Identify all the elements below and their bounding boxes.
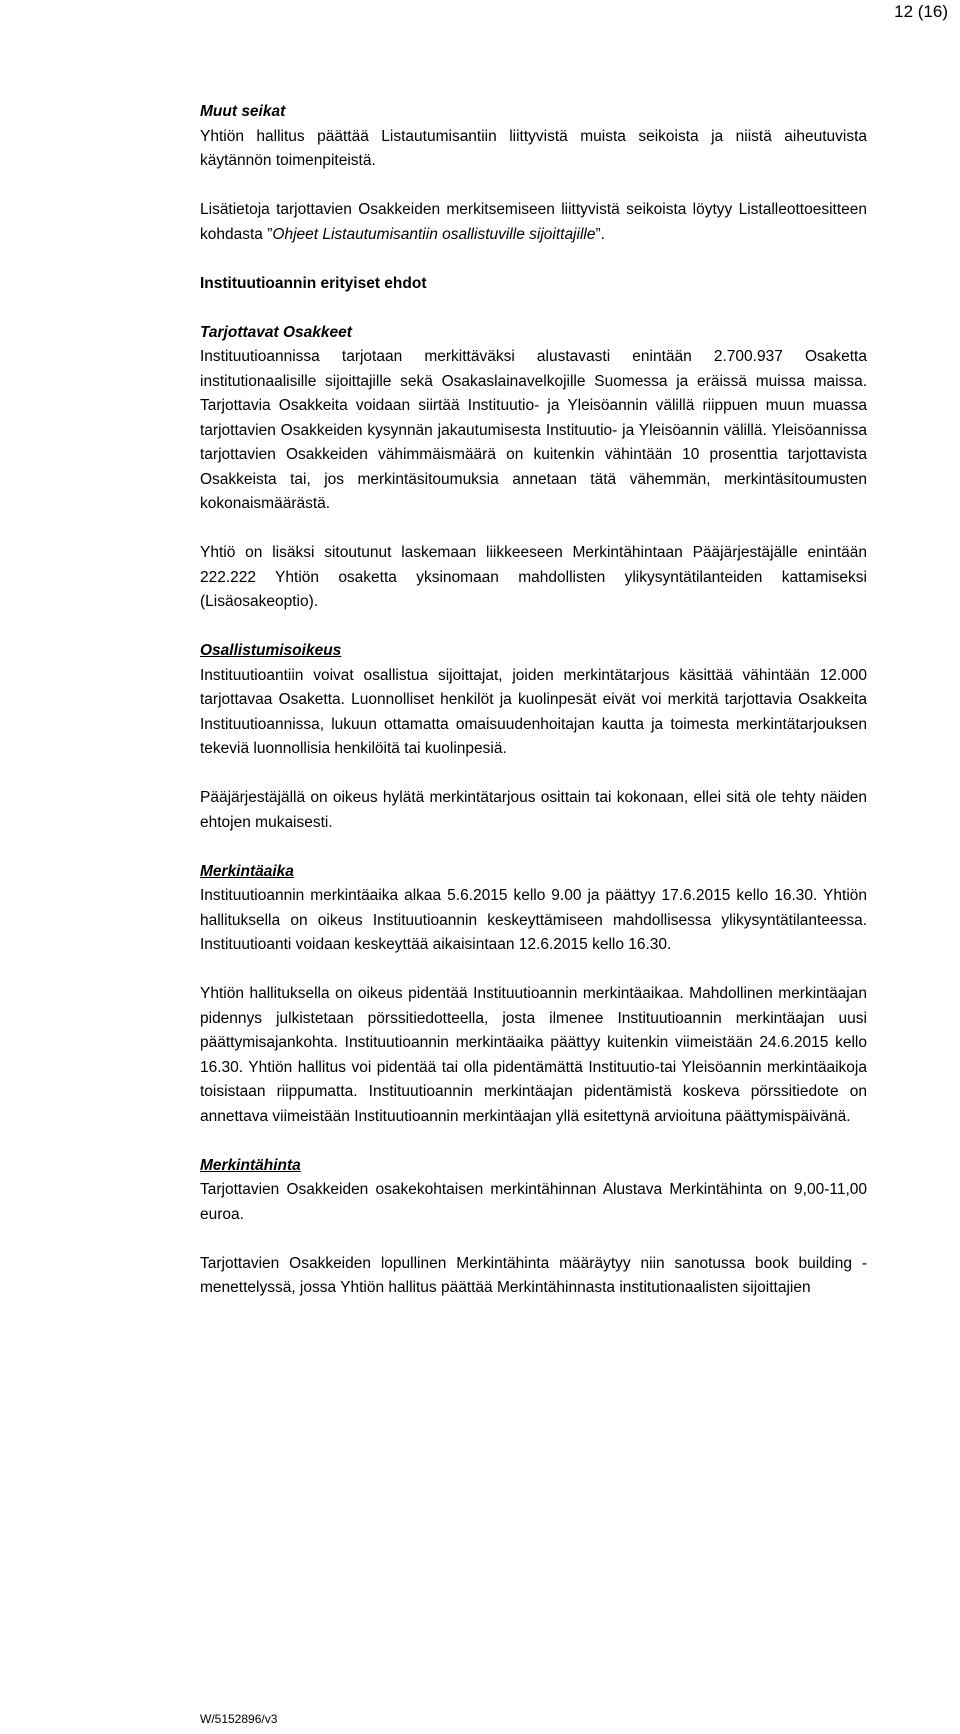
paragraph-muut-2-emphasis: Ohjeet Listautumisantiin osallistuville sijoittajille xyxy=(272,225,596,243)
page-number: 12 (16) xyxy=(894,2,948,21)
heading-osallistumisoikeus: Osallistumisoikeus xyxy=(200,642,342,659)
heading-tarjottavat-osakkeet: Tarjottavat Osakkeet xyxy=(200,323,352,341)
paragraph-merkintaaika-1: Instituutioannin merkintäaika alkaa 5.6.2015 kello 9.00 ja päättyy 17.6.2015 kello 16.30. Yhtiön hallituksella on oikeus Instituutioannin keskeyttämiseen mahdollisessa ylikysyntätilanteessa. Instituutioanti voidaan keskeyttää aikaisintaan 12.6.2015 kello 16.30. xyxy=(200,887,867,953)
document-footer-id: W/5152896/v3 xyxy=(200,1712,278,1726)
heading-merkintahinta: Merkintähinta xyxy=(200,1156,301,1174)
paragraph-muut-2-post: ”. xyxy=(595,225,605,243)
paragraph-tarjottavat-2: Yhtiö on lisäksi sitoutunut laskemaan liikkeeseen Merkintähintaan Pääjärjestäjälle enintään 222.222 Yhtiön osaketta yksinomaan mahdollisten ylikysyntätilanteiden kattamiseksi (Lisäosakeoptio). xyxy=(200,544,867,610)
paragraph-tarjottavat-1: Instituutioannissa tarjotaan merkittäväksi alustavasti enintään 2.700.937 Osaketta institutionaalisille sijoittajille sekä Osakaslainavelkojille Suomessa ja eräissä muissa maissa. Tarjottavia Osakkeita voidaan siirtää Instituutio- ja Yleisöannin välillä riippuen muun muassa tarjottavien Osakkeiden kysynnän jakautumisesta Instituutio- ja Yleisöannin välillä. Yleisöannissa tarjottavien Osakkeiden vähimmäismäärä on kuitenkin vähintään 10 prosenttia tarjottavista Osakkeista tai, jos merkintäsitoumuksia annetaan tätä vähemmän, merkintäsitoumusten kokonaismäärästä. xyxy=(200,348,867,512)
paragraph-muut-1: Yhtiön hallitus päättää Listautumisantiin liittyvistä muista seikoista ja niistä aiheutuvista käytännön toimenpiteistä. xyxy=(200,127,867,169)
heading-instituutioanti: Instituutioannin erityiset ehdot xyxy=(200,274,427,292)
paragraph-osallistumis-2: Pääjärjestäjällä on oikeus hylätä merkintätarjous osittain tai kokonaan, ellei sitä ole tehty näiden ehtojen mukaisesti. xyxy=(200,789,867,831)
paragraph-muut-2-pre: Lisätietoja tarjottavien Osakkeiden merkitsemiseen liittyvistä seikoista löytyy Listalleottoesitteen kohdasta ” xyxy=(200,201,867,243)
paragraph-merkintahinta-2: Tarjottavien Osakkeiden lopullinen Merkintähinta määräytyy niin sanotussa book building -menettelyssä, jossa Yhtiön hallitus päättää Merkintähinnasta institutionaalisten sijoittajien xyxy=(200,1254,867,1296)
paragraph-merkintaaika-2: Yhtiön hallituksella on oikeus pidentää Instituutioannin merkintäaikaa. Mahdollinen merkintäajan pidennys julkistetaan pörssitiedotteella, josta ilmenee Instituutioannin merkintäajan uusi päättymisajankohta. Instituutioannin merkintäaika päättyy kuitenkin viimeistään 24.6.2015 kello 16.30. Yhtiön hallitus voi pidentää tai olla pidentämättä Instituutio-tai Yleisöannin merkintäaikoja toisistaan riippumatta. Instituutioannin merkintäajan pidentämistä koskeva pörssitiedote on annettava viimeistään Instituutioannin merkintäajan yllä esitettynä arvioituna päättymispäivänä. xyxy=(200,985,867,1125)
paragraph-osallistumis-1: Instituutioantiin voivat osallistua sijoittajat, joiden merkintätarjous käsittää vähintään 12.000 tarjottavaa Osaketta. Luonnolliset henkilöt ja kuolinpesät eivät voi merkitä tarjottavia Osakkeita Instituutioannissa, lukuun ottamatta omaisuudenhoitajan kautta ja toimesta merkintätarjouksen tekeviä luonnollisia henkilöitä tai kuolinpesiä. xyxy=(200,666,867,757)
heading-merkintaaika: Merkintäaika xyxy=(200,862,294,880)
paragraph-muut-2 xyxy=(200,198,867,247)
heading-muut-seikat: Muut seikat xyxy=(200,103,286,120)
paragraph-merkintahinta-1: Tarjottavien Osakkeiden osakekohtaisen merkintähinnan Alustava Merkintähinta on 9,00-11,00 euroa. xyxy=(200,1181,867,1223)
document-body xyxy=(200,100,867,1301)
